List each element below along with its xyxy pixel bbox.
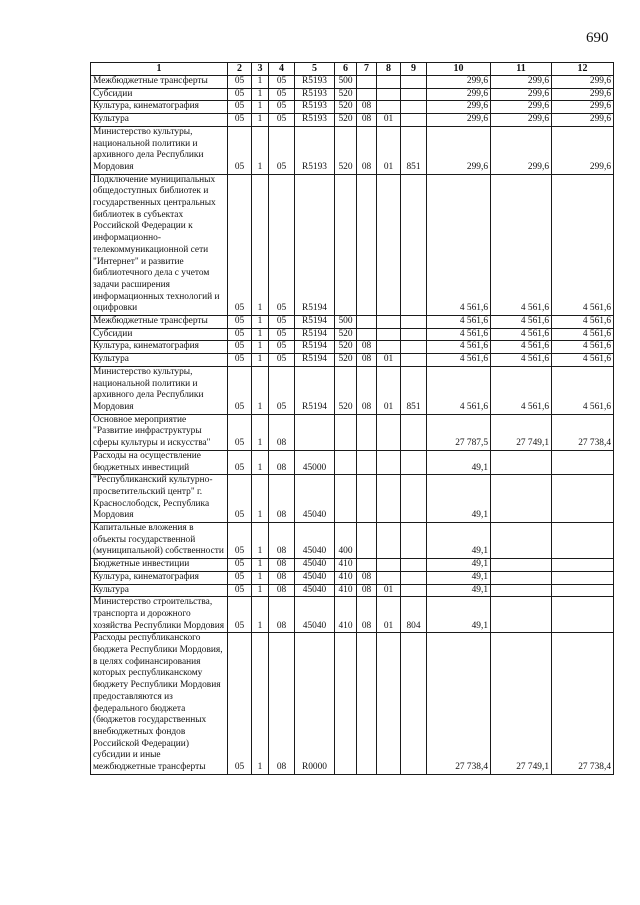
code-cell: 05 xyxy=(228,76,252,89)
row-name: Культура xyxy=(91,354,228,367)
code-cell: 05 xyxy=(228,341,252,354)
code-cell xyxy=(401,101,427,114)
amount-cell: 49,1 xyxy=(427,523,491,559)
table-row xyxy=(91,584,614,597)
code-cell: 1 xyxy=(252,559,269,572)
amount-cell: 49,1 xyxy=(427,450,491,474)
code-cell: 05 xyxy=(269,328,295,341)
table-row xyxy=(91,341,614,354)
code-cell xyxy=(357,76,377,89)
row-name: Министерство культуры, национальной политики и архивного дела Республики Мордовия xyxy=(91,366,228,414)
code-cell: 05 xyxy=(228,559,252,572)
code-cell: 08 xyxy=(269,475,295,523)
code-cell xyxy=(401,633,427,774)
code-cell: 1 xyxy=(252,341,269,354)
code-cell xyxy=(377,571,401,584)
code-cell xyxy=(401,328,427,341)
row-name: Культура xyxy=(91,584,228,597)
code-cell xyxy=(335,174,357,315)
amount-cell: 299,6 xyxy=(491,76,552,89)
page-number: 690 xyxy=(586,30,609,46)
code-cell: 1 xyxy=(252,571,269,584)
amount-cell: 4 561,6 xyxy=(491,366,552,414)
code-cell: 05 xyxy=(269,366,295,414)
code-cell: 1 xyxy=(252,101,269,114)
code-cell: 08 xyxy=(269,559,295,572)
amount-cell: 299,6 xyxy=(427,76,491,89)
code-cell: R5193 xyxy=(295,76,335,89)
code-cell: 05 xyxy=(269,174,295,315)
table-row xyxy=(91,174,614,315)
amount-cell: 4 561,6 xyxy=(491,341,552,354)
code-cell: 05 xyxy=(228,523,252,559)
table-row xyxy=(91,450,614,474)
amount-cell: 299,6 xyxy=(552,88,614,101)
amount-cell: 49,1 xyxy=(427,584,491,597)
code-cell: 500 xyxy=(335,76,357,89)
code-cell: 05 xyxy=(228,114,252,127)
code-cell: 410 xyxy=(335,571,357,584)
code-cell xyxy=(401,450,427,474)
table-row xyxy=(91,523,614,559)
amount-cell: 27 787,5 xyxy=(427,414,491,450)
code-cell: 1 xyxy=(252,414,269,450)
code-cell: 08 xyxy=(357,341,377,354)
code-cell xyxy=(401,174,427,315)
amount-cell: 4 561,6 xyxy=(427,328,491,341)
code-cell xyxy=(377,523,401,559)
row-name: Культура, кинематография xyxy=(91,101,228,114)
code-cell: 01 xyxy=(377,114,401,127)
row-name: Основное мероприятие "Развитие инфраструктуры сферы культуры и искусства" xyxy=(91,414,228,450)
amount-cell xyxy=(552,475,614,523)
code-cell: 520 xyxy=(335,328,357,341)
amount-cell: 27 749,1 xyxy=(491,414,552,450)
amount-cell xyxy=(552,450,614,474)
code-cell: 05 xyxy=(228,597,252,633)
code-cell: 410 xyxy=(335,559,357,572)
row-name: Культура xyxy=(91,114,228,127)
code-cell: 05 xyxy=(228,101,252,114)
row-name: Межбюджетные трансферты xyxy=(91,316,228,329)
code-cell: 45040 xyxy=(295,584,335,597)
amount-cell: 4 561,6 xyxy=(427,174,491,315)
amount-cell: 49,1 xyxy=(427,597,491,633)
code-cell xyxy=(357,174,377,315)
row-name: Подключение муниципальных общедоступных библиотек и государственных центральных библиотек в субъектах Российской Федерации к информационно-телекоммуникационной сети "Интернет" и развитие библиотечного дела с учетом задачи расширения информационных технологий и оцифровки xyxy=(91,174,228,315)
code-cell xyxy=(335,450,357,474)
code-cell: 1 xyxy=(252,354,269,367)
column-header: 7 xyxy=(357,63,377,76)
code-cell: 45000 xyxy=(295,450,335,474)
column-header: 6 xyxy=(335,63,357,76)
code-cell xyxy=(377,174,401,315)
code-cell: 851 xyxy=(401,126,427,174)
column-header: 2 xyxy=(228,63,252,76)
amount-cell: 4 561,6 xyxy=(427,316,491,329)
amount-cell: 4 561,6 xyxy=(552,174,614,315)
code-cell: 05 xyxy=(228,316,252,329)
row-name: Субсидии xyxy=(91,328,228,341)
code-cell: R5194 xyxy=(295,366,335,414)
table-row xyxy=(91,633,614,774)
code-cell: 05 xyxy=(269,126,295,174)
amount-cell: 4 561,6 xyxy=(552,366,614,414)
code-cell xyxy=(401,114,427,127)
code-cell xyxy=(357,328,377,341)
code-cell xyxy=(401,354,427,367)
code-cell xyxy=(377,316,401,329)
code-cell: 08 xyxy=(269,584,295,597)
table-row xyxy=(91,114,614,127)
amount-cell: 299,6 xyxy=(427,114,491,127)
row-name: Капитальные вложения в объекты государственной (муниципальной) собственности xyxy=(91,523,228,559)
code-cell: 05 xyxy=(269,76,295,89)
code-cell: 01 xyxy=(377,126,401,174)
amount-cell: 4 561,6 xyxy=(427,354,491,367)
amount-cell: 27 749,1 xyxy=(491,633,552,774)
table-row xyxy=(91,328,614,341)
code-cell: 1 xyxy=(252,366,269,414)
amount-cell: 299,6 xyxy=(552,76,614,89)
code-cell xyxy=(377,475,401,523)
table-row xyxy=(91,571,614,584)
amount-cell: 27 738,4 xyxy=(552,633,614,774)
amount-cell xyxy=(491,584,552,597)
code-cell: 08 xyxy=(357,571,377,584)
code-cell: R5194 xyxy=(295,354,335,367)
amount-cell: 299,6 xyxy=(552,114,614,127)
amount-cell xyxy=(491,559,552,572)
table-row xyxy=(91,475,614,523)
amount-cell: 299,6 xyxy=(491,88,552,101)
code-cell xyxy=(377,328,401,341)
code-cell xyxy=(357,523,377,559)
table-row xyxy=(91,354,614,367)
table-row xyxy=(91,126,614,174)
row-name: Расходы на осуществление бюджетных инвестиций xyxy=(91,450,228,474)
code-cell xyxy=(335,475,357,523)
code-cell: 520 xyxy=(335,126,357,174)
code-cell: 1 xyxy=(252,174,269,315)
code-cell: 05 xyxy=(269,341,295,354)
code-cell: 1 xyxy=(252,584,269,597)
code-cell: 05 xyxy=(269,354,295,367)
code-cell: 05 xyxy=(228,571,252,584)
table-row xyxy=(91,76,614,89)
code-cell: 520 xyxy=(335,114,357,127)
code-cell: 08 xyxy=(357,584,377,597)
code-cell: 1 xyxy=(252,475,269,523)
amount-cell: 4 561,6 xyxy=(427,366,491,414)
code-cell xyxy=(357,475,377,523)
table-body xyxy=(91,76,614,775)
table-row xyxy=(91,101,614,114)
column-header: 10 xyxy=(427,63,491,76)
code-cell: 45040 xyxy=(295,559,335,572)
column-header: 12 xyxy=(552,63,614,76)
code-cell: R0000 xyxy=(295,633,335,774)
code-cell: 45040 xyxy=(295,571,335,584)
code-cell xyxy=(377,88,401,101)
code-cell: 1 xyxy=(252,114,269,127)
code-cell xyxy=(401,571,427,584)
amount-cell: 27 738,4 xyxy=(427,633,491,774)
code-cell: R5194 xyxy=(295,341,335,354)
table-row xyxy=(91,414,614,450)
amount-cell xyxy=(491,523,552,559)
amount-cell: 4 561,6 xyxy=(552,341,614,354)
amount-cell: 49,1 xyxy=(427,475,491,523)
amount-cell xyxy=(552,597,614,633)
code-cell xyxy=(295,414,335,450)
amount-cell: 4 561,6 xyxy=(491,316,552,329)
amount-cell: 4 561,6 xyxy=(491,354,552,367)
table-row xyxy=(91,88,614,101)
table-row xyxy=(91,316,614,329)
row-name: Культура, кинематография xyxy=(91,571,228,584)
code-cell: 410 xyxy=(335,584,357,597)
code-cell: R5193 xyxy=(295,101,335,114)
code-cell: 1 xyxy=(252,633,269,774)
code-cell xyxy=(401,341,427,354)
amount-cell: 299,6 xyxy=(491,126,552,174)
amount-cell xyxy=(491,597,552,633)
code-cell: 05 xyxy=(228,126,252,174)
amount-cell: 4 561,6 xyxy=(552,316,614,329)
code-cell: R5193 xyxy=(295,126,335,174)
amount-cell: 4 561,6 xyxy=(427,341,491,354)
amount-cell: 27 738,4 xyxy=(552,414,614,450)
code-cell: 410 xyxy=(335,597,357,633)
code-cell: 520 xyxy=(335,366,357,414)
column-header: 8 xyxy=(377,63,401,76)
code-cell: 520 xyxy=(335,341,357,354)
code-cell: 1 xyxy=(252,328,269,341)
code-cell: 01 xyxy=(377,584,401,597)
amount-cell: 49,1 xyxy=(427,571,491,584)
column-header: 4 xyxy=(269,63,295,76)
code-cell: R5193 xyxy=(295,88,335,101)
budget-table xyxy=(90,62,614,775)
code-cell xyxy=(401,316,427,329)
code-cell: 05 xyxy=(269,101,295,114)
column-header: 11 xyxy=(491,63,552,76)
code-cell: 08 xyxy=(357,114,377,127)
code-cell: 05 xyxy=(269,88,295,101)
code-cell: 05 xyxy=(228,584,252,597)
code-cell xyxy=(377,633,401,774)
amount-cell xyxy=(552,559,614,572)
code-cell: 08 xyxy=(357,101,377,114)
table-row xyxy=(91,366,614,414)
table-row xyxy=(91,559,614,572)
amount-cell: 299,6 xyxy=(427,126,491,174)
amount-cell xyxy=(552,584,614,597)
amount-cell: 299,6 xyxy=(552,101,614,114)
code-cell xyxy=(377,414,401,450)
code-cell: 05 xyxy=(228,414,252,450)
code-cell: 1 xyxy=(252,316,269,329)
code-cell: 08 xyxy=(269,450,295,474)
code-cell: 08 xyxy=(357,597,377,633)
amount-cell xyxy=(552,571,614,584)
table-row xyxy=(91,597,614,633)
code-cell: 05 xyxy=(228,475,252,523)
code-cell: R5194 xyxy=(295,174,335,315)
code-cell xyxy=(335,633,357,774)
code-cell: 520 xyxy=(335,88,357,101)
row-name: Бюджетные инвестиции xyxy=(91,559,228,572)
code-cell xyxy=(401,475,427,523)
code-cell: 520 xyxy=(335,101,357,114)
code-cell: 01 xyxy=(377,597,401,633)
row-name: "Республиканский культурно-просветительский центр" г. Краснослободск, Республика Мордовия xyxy=(91,475,228,523)
amount-cell xyxy=(491,571,552,584)
code-cell xyxy=(357,88,377,101)
code-cell: 08 xyxy=(357,354,377,367)
code-cell: 08 xyxy=(269,597,295,633)
code-cell xyxy=(401,414,427,450)
code-cell xyxy=(377,76,401,89)
code-cell xyxy=(357,559,377,572)
code-cell: 08 xyxy=(269,571,295,584)
code-cell xyxy=(357,316,377,329)
code-cell xyxy=(377,559,401,572)
amount-cell: 4 561,6 xyxy=(552,354,614,367)
code-cell xyxy=(401,76,427,89)
row-name: Культура, кинематография xyxy=(91,341,228,354)
code-cell xyxy=(377,450,401,474)
code-cell: 05 xyxy=(228,633,252,774)
code-cell xyxy=(357,633,377,774)
column-header: 9 xyxy=(401,63,427,76)
code-cell xyxy=(401,584,427,597)
code-cell: 01 xyxy=(377,366,401,414)
code-cell: 400 xyxy=(335,523,357,559)
code-cell: 500 xyxy=(335,316,357,329)
code-cell: 05 xyxy=(269,316,295,329)
code-cell: 08 xyxy=(357,366,377,414)
code-cell: 45040 xyxy=(295,475,335,523)
code-cell: 851 xyxy=(401,366,427,414)
code-cell: 05 xyxy=(228,354,252,367)
code-cell: 1 xyxy=(252,450,269,474)
amount-cell: 299,6 xyxy=(427,88,491,101)
amount-cell xyxy=(552,523,614,559)
column-header: 3 xyxy=(252,63,269,76)
amount-cell: 4 561,6 xyxy=(552,328,614,341)
code-cell: 08 xyxy=(269,523,295,559)
code-cell xyxy=(401,523,427,559)
table-header-row xyxy=(91,63,614,76)
amount-cell xyxy=(491,475,552,523)
amount-cell: 299,6 xyxy=(427,101,491,114)
code-cell: 05 xyxy=(228,450,252,474)
column-header: 1 xyxy=(91,63,228,76)
amount-cell xyxy=(491,450,552,474)
code-cell: 1 xyxy=(252,523,269,559)
amount-cell: 4 561,6 xyxy=(491,174,552,315)
code-cell: 520 xyxy=(335,354,357,367)
code-cell xyxy=(377,101,401,114)
code-cell: 08 xyxy=(357,126,377,174)
code-cell xyxy=(357,450,377,474)
code-cell: 08 xyxy=(269,633,295,774)
amount-cell: 299,6 xyxy=(552,126,614,174)
code-cell: R5194 xyxy=(295,328,335,341)
code-cell: R5194 xyxy=(295,316,335,329)
row-name: Расходы республиканского бюджета Республики Мордовия, в целях софинансирования которых республиканскому бюджету Республики Мордовия предоставляются из федерального бюджета (бюджетов государственных внебюджетных фондов Российской Федерации) субсидии и иные межбюджетные трансферты xyxy=(91,633,228,774)
code-cell: 1 xyxy=(252,126,269,174)
row-name: Министерство строительства, транспорта и дорожного хозяйства Республики Мордовия xyxy=(91,597,228,633)
code-cell xyxy=(357,414,377,450)
code-cell xyxy=(401,559,427,572)
row-name: Министерство культуры, национальной политики и архивного дела Республики Мордовия xyxy=(91,126,228,174)
row-name: Межбюджетные трансферты xyxy=(91,76,228,89)
code-cell: 05 xyxy=(228,88,252,101)
amount-cell: 299,6 xyxy=(491,114,552,127)
code-cell: 45040 xyxy=(295,523,335,559)
amount-cell: 299,6 xyxy=(491,101,552,114)
code-cell: 08 xyxy=(269,414,295,450)
code-cell: 804 xyxy=(401,597,427,633)
code-cell: 05 xyxy=(269,114,295,127)
row-name: Субсидии xyxy=(91,88,228,101)
code-cell xyxy=(401,88,427,101)
code-cell: 1 xyxy=(252,88,269,101)
code-cell: 05 xyxy=(228,174,252,315)
amount-cell: 4 561,6 xyxy=(491,328,552,341)
code-cell: 45040 xyxy=(295,597,335,633)
amount-cell: 49,1 xyxy=(427,559,491,572)
code-cell: 05 xyxy=(228,366,252,414)
code-cell xyxy=(377,341,401,354)
code-cell: 01 xyxy=(377,354,401,367)
code-cell: 1 xyxy=(252,76,269,89)
code-cell: 1 xyxy=(252,597,269,633)
code-cell: R5193 xyxy=(295,114,335,127)
code-cell xyxy=(335,414,357,450)
code-cell: 05 xyxy=(228,328,252,341)
column-header: 5 xyxy=(295,63,335,76)
